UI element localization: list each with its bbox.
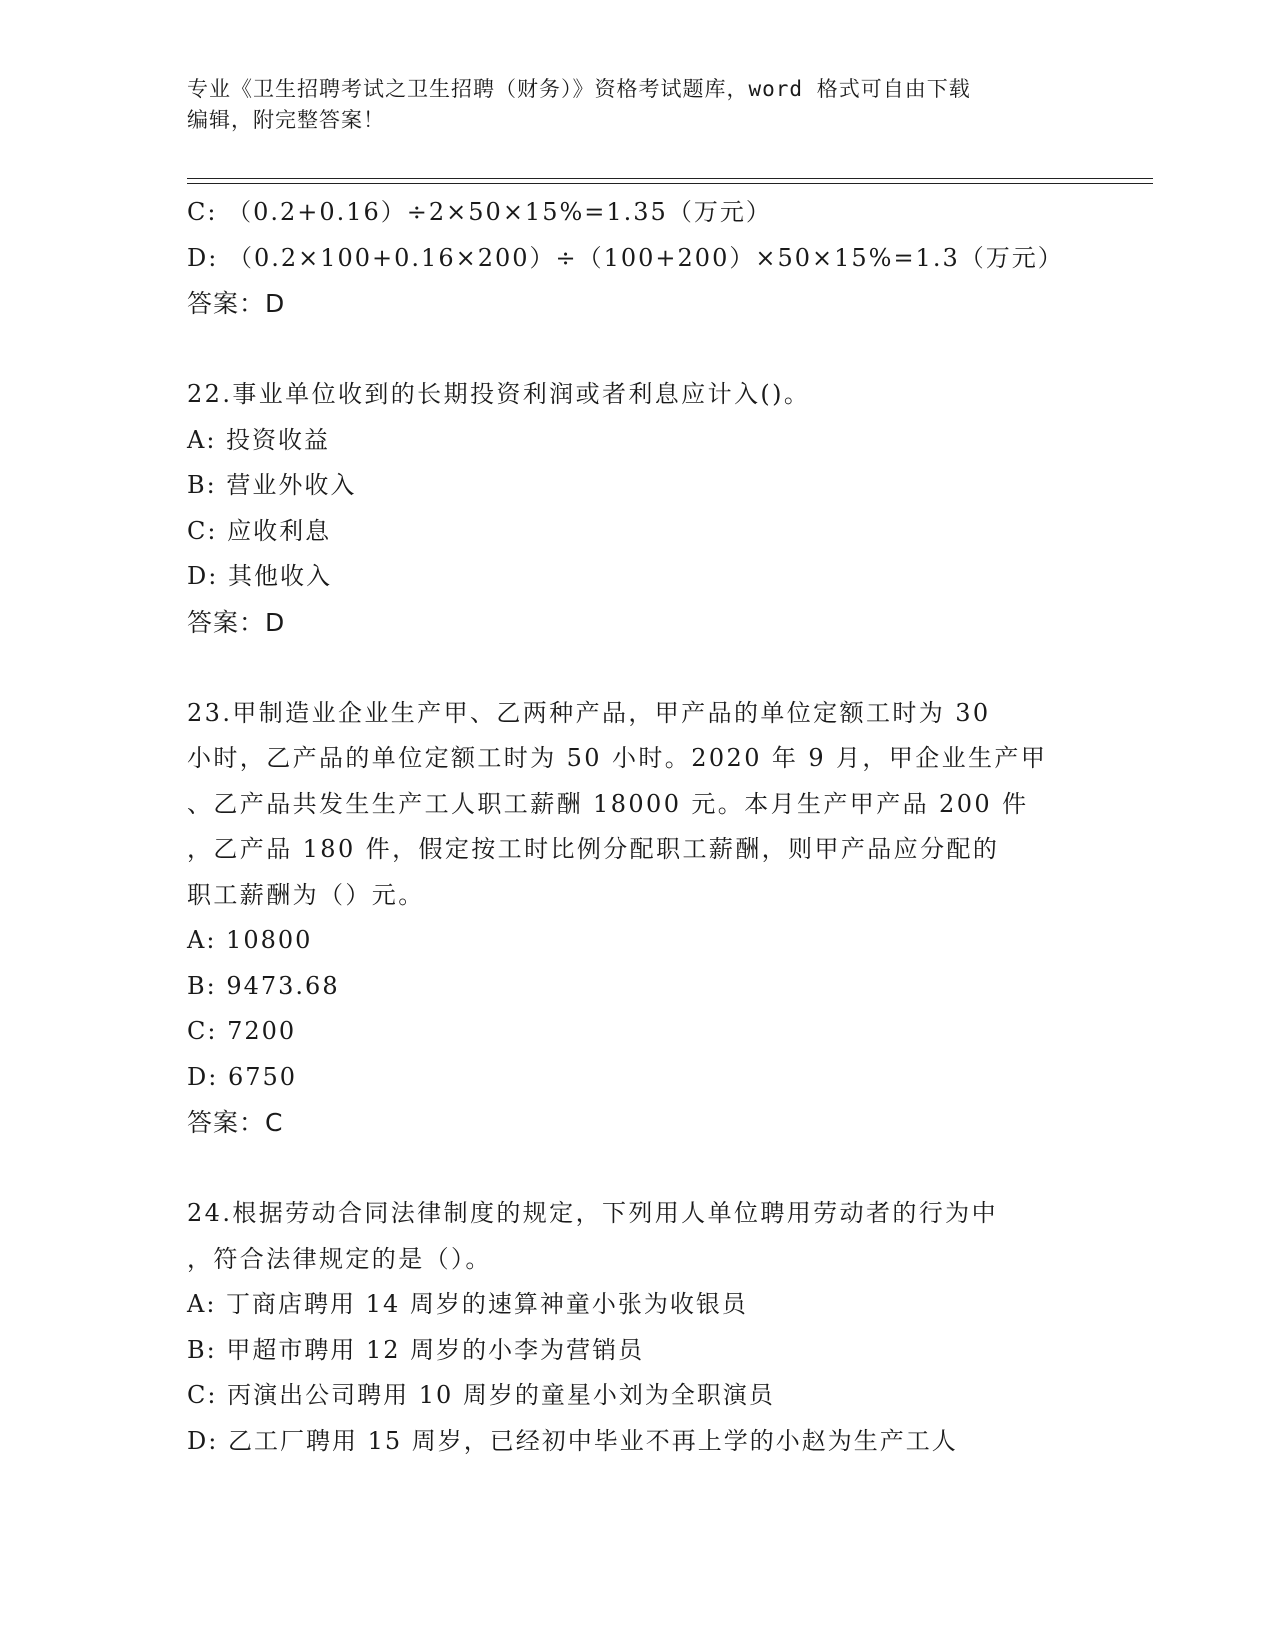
option-b: B: 营业外收入 [187,471,357,499]
answer: 答案：C [187,1108,284,1137]
page-header [187,74,1087,136]
option-c: C: 7200 [187,1017,297,1045]
question-text: 22.事业单位收到的长期投资利润或者利息应计入()。 [187,380,811,408]
option-c: C: 丙演出公司聘用 10 周岁的童星小刘为全职演员 [187,1381,775,1409]
header-rule-bottom [187,183,1153,184]
spacer [187,1146,1087,1192]
spacer [187,645,1087,691]
question-text-line: ，符合法律规定的是（）。 [187,1244,492,1273]
header-line-2: 编辑，附完整答案！ [187,108,385,132]
question-22 [187,372,1087,645]
question-text-line: 职工薪酬为（）元。 [187,880,425,909]
option-a: A: 丁商店聘用 14 周岁的速算神童小张为收银员 [187,1290,748,1318]
option-b: B: 9473.68 [187,971,340,1000]
option-d: D: 其他收入 [187,562,332,590]
header-line-1: 专业《卫生招聘考试之卫生招聘（财务）》资格考试题库，word 格式可自由下载 [187,77,971,101]
option-d: D: 乙工厂聘用 15 周岁，已经初中毕业不再上学的小赵为生产工人 [187,1426,958,1455]
question-text-line: 24.根据劳动合同法律制度的规定，下列用人单位聘用劳动者的行为中 [187,1199,998,1227]
question-text-line: 23.甲制造业企业生产甲、乙两种产品，甲产品的单位定额工时为 30 [187,698,991,727]
option-c: C: 应收利息 [187,516,332,545]
option-c: C: （0.2+0.16）÷2×50×15%=1.35（万元） [187,198,772,226]
option-a: A: 10800 [187,926,313,954]
answer: 答案：D [187,607,286,637]
question-21-tail [187,190,1087,327]
answer: 答案：D [187,289,286,318]
option-a: A: 投资收益 [187,425,331,454]
spacer [187,327,1087,373]
option-b: B: 甲超市聘用 12 周岁的小李为营销员 [187,1335,645,1364]
question-23 [187,691,1087,1146]
header-rule-top [187,178,1153,179]
question-text-line: 、乙产品共发生生产工人职工薪酬 18000 元。本月生产甲产品 200 件 [187,789,1029,818]
option-d: D: 6750 [187,1062,298,1091]
question-text-line: 小时，乙产品的单位定额工时为 50 小时。2020 年 9 月，甲企业生产甲 [187,744,1048,772]
question-24 [187,1191,1087,1464]
question-text-line: ，乙产品 180 件，假定按工时比例分配职工薪酬，则甲产品应分配的 [187,835,1000,863]
question-content [187,190,1087,1464]
option-d: D: （0.2×100+0.16×200）÷（100+200）×50×15%=1.3（万元） [187,243,1064,272]
